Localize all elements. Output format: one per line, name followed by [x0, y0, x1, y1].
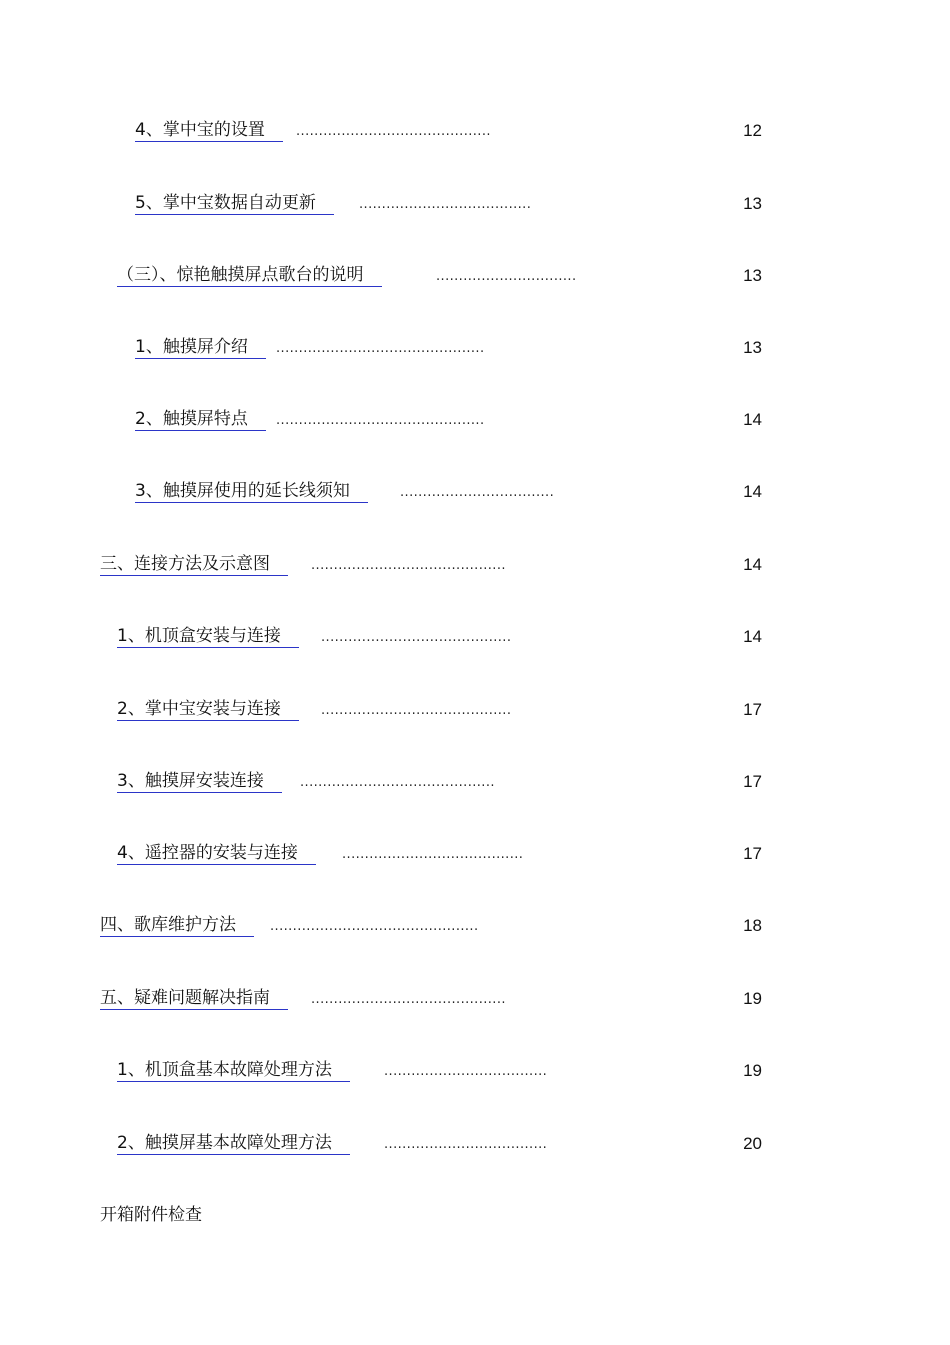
toc-page-number: 14	[743, 482, 762, 501]
toc-page-number: 14	[743, 627, 762, 646]
toc-entry[interactable]	[0, 189, 950, 219]
toc-leader-dots: ...........................................	[311, 992, 506, 1007]
toc-entry[interactable]	[0, 550, 950, 580]
toc-entry-title[interactable]: 五、疑难问题解决指南	[100, 987, 288, 1010]
toc-page-number: 20	[743, 1134, 762, 1153]
toc-entry-title[interactable]: 1、机顶盒基本故障处理方法	[117, 1059, 350, 1082]
toc-entry-title[interactable]: 4、掌中宝的设置	[135, 119, 283, 142]
toc-entry[interactable]	[0, 1129, 950, 1159]
toc-entry[interactable]	[0, 477, 950, 507]
toc-page-number: 14	[743, 555, 762, 574]
toc-entry[interactable]	[0, 695, 950, 725]
toc-entry[interactable]	[0, 911, 950, 941]
toc-leader-dots: ..........................................	[321, 703, 512, 718]
toc-leader-dots: ........................................	[342, 847, 524, 862]
toc-page-number: 12	[743, 121, 762, 140]
toc-page-number: 18	[743, 916, 762, 935]
toc-page-number: 19	[743, 989, 762, 1008]
toc-leader-dots: ....................................	[384, 1137, 548, 1152]
toc-entry-title[interactable]: 1、触摸屏介绍	[135, 336, 266, 359]
toc-entry[interactable]	[0, 405, 950, 435]
toc-leader-dots: ....................................	[384, 1064, 548, 1079]
toc-entry-title[interactable]: 2、触摸屏特点	[135, 408, 266, 431]
toc-page-number: 17	[743, 700, 762, 719]
toc-entry-title[interactable]: 3、触摸屏安装连接	[117, 770, 282, 793]
toc-entry[interactable]	[0, 116, 950, 146]
section-heading: 开箱附件检查	[100, 1205, 202, 1225]
toc-leader-dots: ...........................................	[311, 558, 506, 573]
toc-entry-title[interactable]: 5、掌中宝数据自动更新	[135, 192, 334, 215]
toc-entry-title[interactable]: 2、掌中宝安装与连接	[117, 698, 299, 721]
toc-entry[interactable]	[0, 767, 950, 797]
toc-entry[interactable]	[0, 1056, 950, 1086]
toc-entry-title[interactable]: 三、连接方法及示意图	[100, 553, 288, 576]
toc-leader-dots: ..............................................	[270, 919, 479, 934]
toc-entry-title[interactable]: 4、遥控器的安装与连接	[117, 842, 316, 865]
toc-entry-title[interactable]: 1、机顶盒安装与连接	[117, 625, 299, 648]
toc-leader-dots: ...........................................	[300, 775, 495, 790]
toc-leader-dots: ..............................................	[276, 341, 485, 356]
toc-entry[interactable]	[0, 839, 950, 869]
toc-page-number: 13	[743, 266, 762, 285]
toc-leader-dots: ...........................................	[296, 124, 491, 139]
toc-page-number: 14	[743, 410, 762, 429]
toc-leader-dots: ...............................	[436, 269, 577, 284]
toc-entry-title[interactable]: 四、歌库维护方法	[100, 914, 254, 937]
toc-leader-dots: ......................................	[359, 197, 532, 212]
toc-entry-title[interactable]: 3、触摸屏使用的延长线须知	[135, 480, 368, 503]
toc-leader-dots: ..................................	[400, 485, 555, 500]
toc-page-number: 13	[743, 338, 762, 357]
toc-entry[interactable]	[0, 333, 950, 363]
toc-page-number: 17	[743, 844, 762, 863]
toc-entry[interactable]	[0, 261, 950, 291]
toc-page-number: 13	[743, 194, 762, 213]
toc-entry-title[interactable]: （三）、惊艳触摸屏点歌台的说明	[117, 264, 382, 287]
toc-leader-dots: ..........................................	[321, 630, 512, 645]
toc-entry[interactable]	[0, 622, 950, 652]
toc-page-number: 17	[743, 772, 762, 791]
toc-entry[interactable]	[0, 984, 950, 1014]
toc-leader-dots: ..............................................	[276, 413, 485, 428]
toc-entry-title[interactable]: 2、触摸屏基本故障处理方法	[117, 1132, 350, 1155]
toc-page-number: 19	[743, 1061, 762, 1080]
